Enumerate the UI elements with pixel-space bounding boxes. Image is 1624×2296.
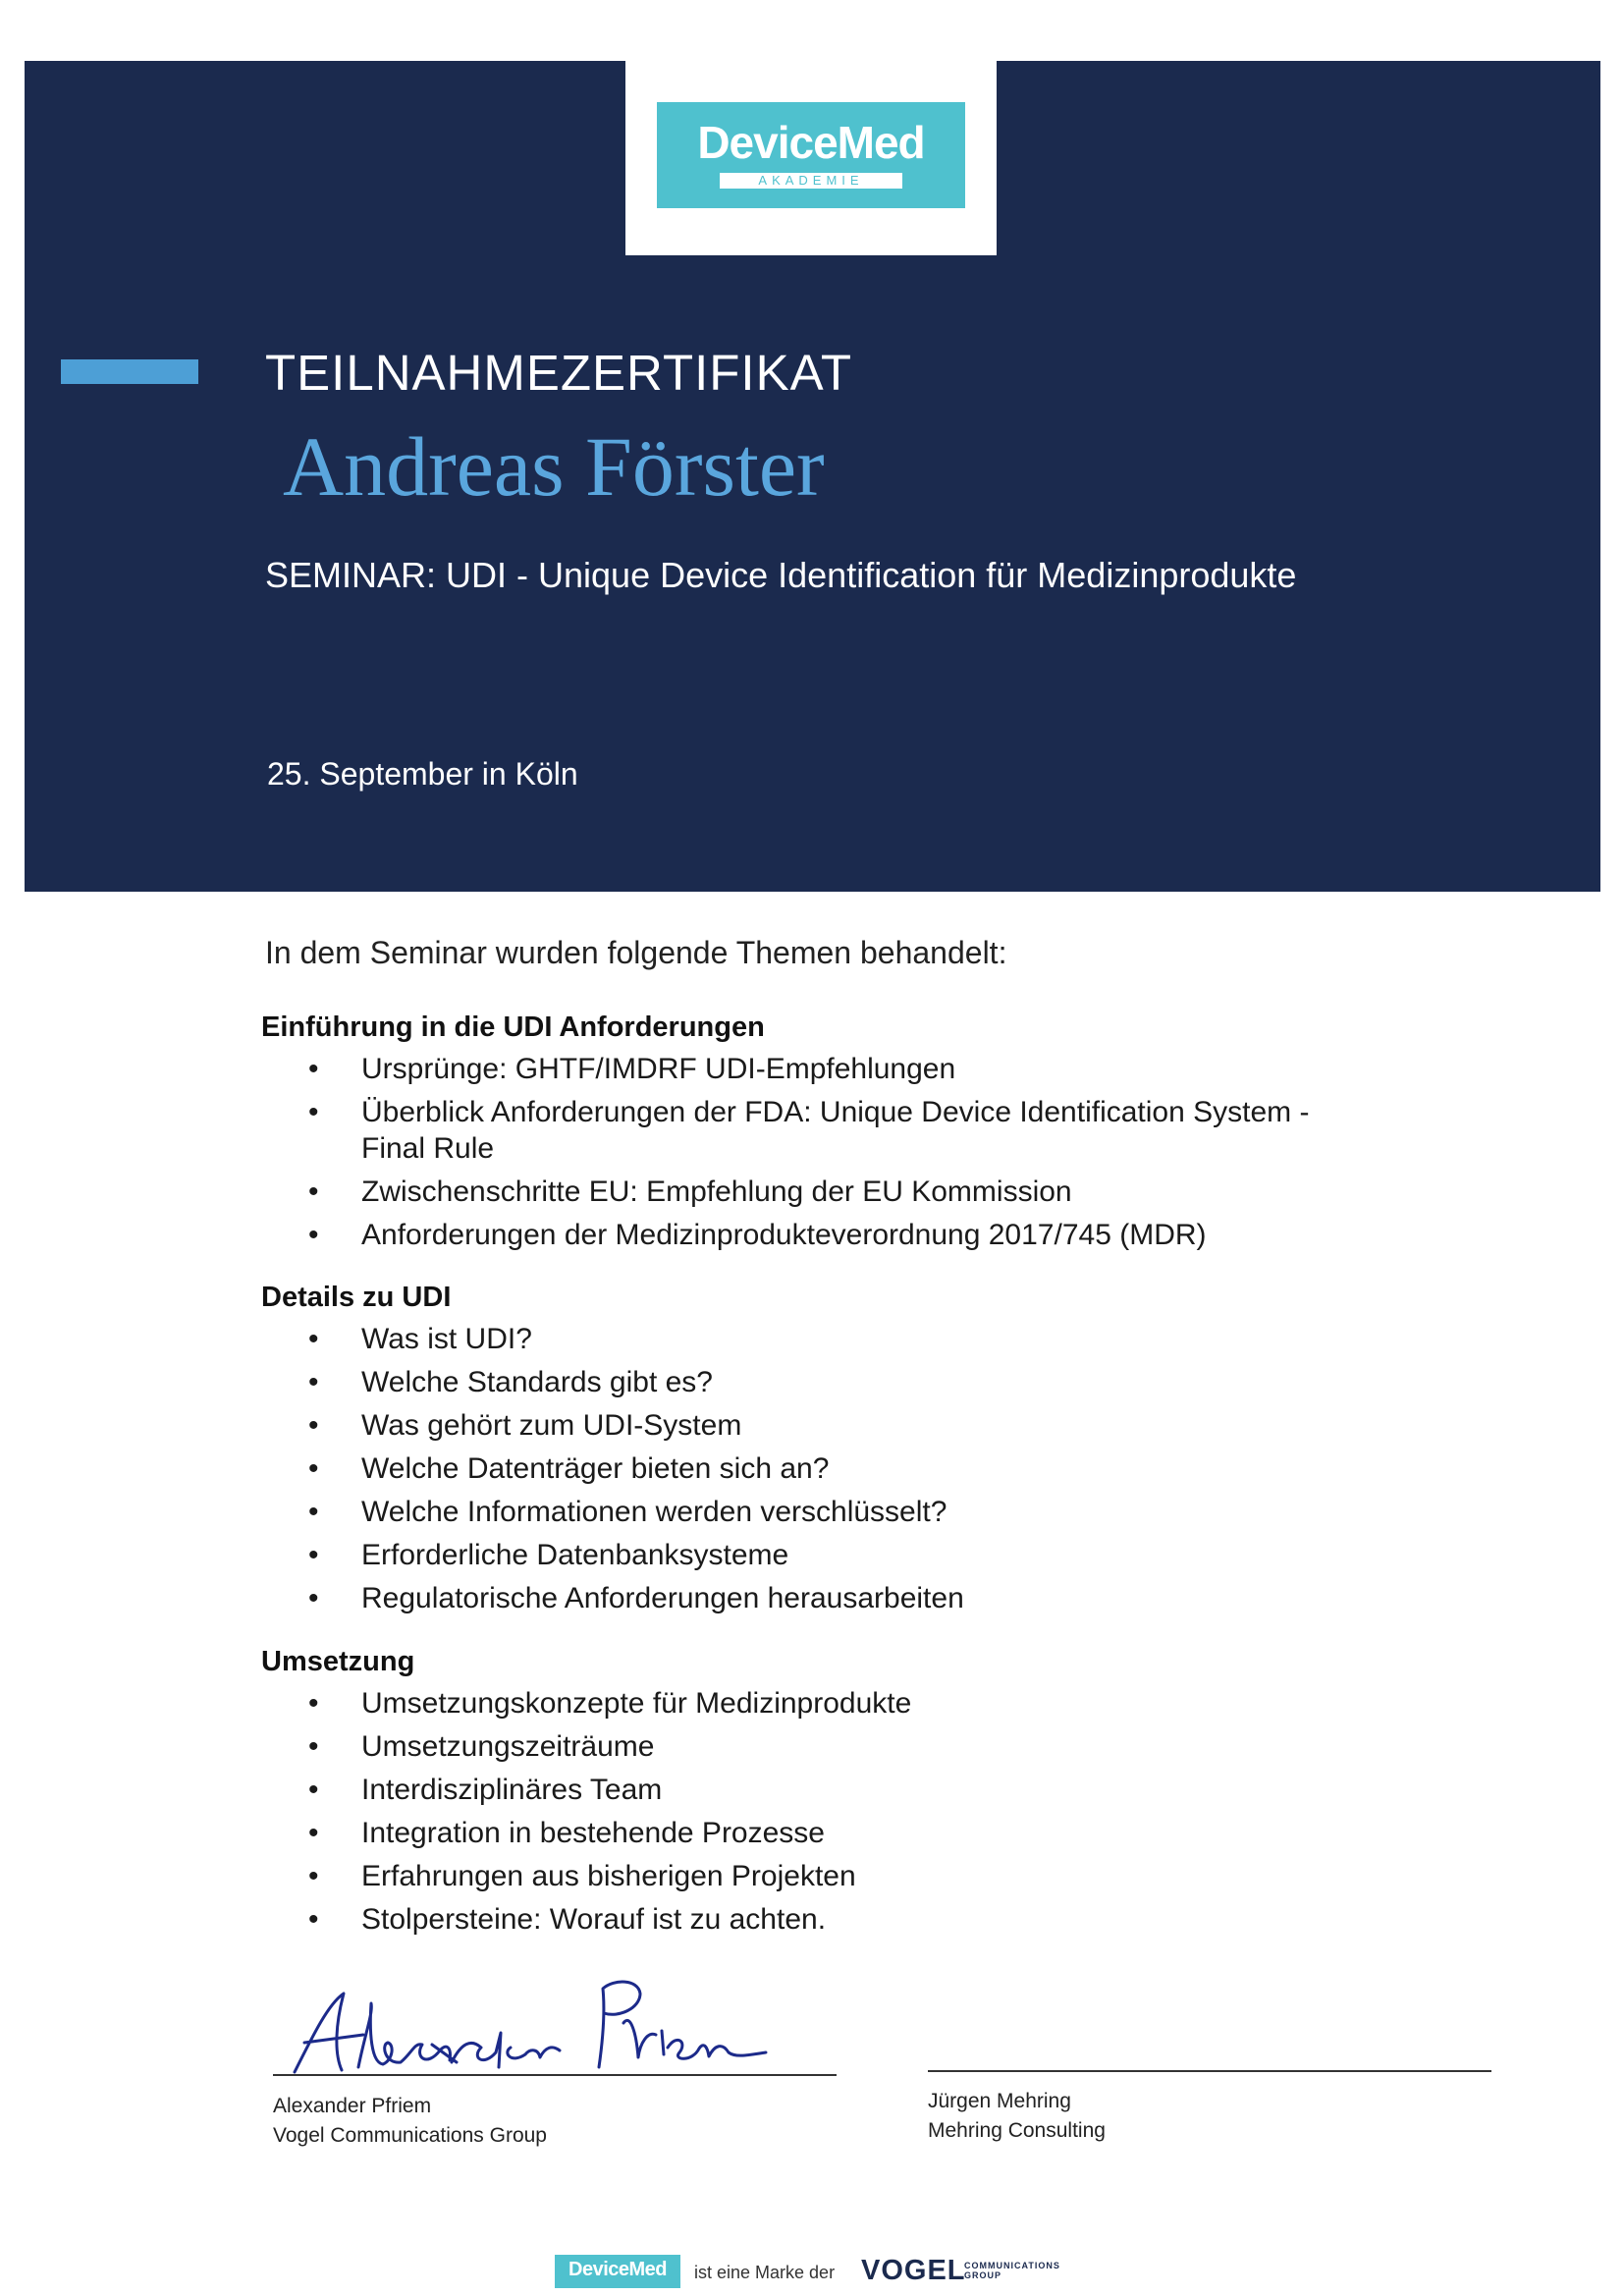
footer-devicemed-logo: DeviceMed [555, 2255, 680, 2288]
list-item: • Anforderungen der Medizinprodukteverordnung 2017/745 (MDR) [261, 1217, 1343, 1253]
topic-section [261, 1282, 1390, 1616]
signature-line [928, 2070, 1491, 2072]
logo-sub-bar [720, 173, 902, 189]
list-item: • Ursprünge: GHTF/IMDRF UDI-Empfehlungen [261, 1051, 1343, 1087]
list-item: • Regulatorische Anforderungen herausarbeiten [261, 1580, 1343, 1616]
group-line: COMMUNICATIONS [964, 2261, 1060, 2270]
topic-list [261, 1685, 1390, 1938]
seminar-title: SEMINAR: UDI - Unique Device Identification für Medizinprodukte [265, 555, 1297, 595]
group-line: GROUP [964, 2270, 1002, 2280]
section-heading: Einführung in die UDI Anforderungen [261, 1011, 765, 1043]
list-item: • Zwischenschritte EU: Empfehlung der EU Kommission [261, 1174, 1343, 1210]
list-item: • Erforderliche Datenbanksysteme [261, 1537, 1343, 1573]
topic-list [261, 1051, 1390, 1253]
section-heading: Details zu UDI [261, 1282, 452, 1313]
participant-name: Andreas Förster [283, 419, 825, 514]
logo-brand: DeviceMed [697, 117, 925, 168]
logo-sub: AKADEMIE [758, 173, 864, 188]
signer-organization: Mehring Consulting [928, 2119, 1106, 2142]
signer-name: Jürgen Mehring [928, 2090, 1071, 2112]
list-item: • Was ist UDI? [261, 1321, 1343, 1357]
list-item: • Interdisziplinäres Team [261, 1772, 1343, 1808]
list-item: • Welche Datenträger bieten sich an? [261, 1450, 1343, 1487]
footer-text: ist eine Marke der [694, 2263, 836, 2282]
vogel-logo: VOGEL [861, 2255, 966, 2286]
topics-intro: In dem Seminar wurden folgende Themen behandelt: [265, 935, 1007, 970]
list-item: • Umsetzungskonzepte für Medizinprodukte [261, 1685, 1343, 1722]
certificate-title: TEILNAHMEZERTIFIKAT [265, 345, 853, 401]
signer-block [928, 2087, 1106, 2146]
handwritten-signature [275, 1974, 805, 2082]
section-heading: Umsetzung [261, 1646, 415, 1677]
list-item: • Welche Standards gibt es? [261, 1364, 1343, 1400]
signer-organization: Vogel Communications Group [273, 2124, 547, 2147]
list-item: • Welche Informationen werden verschlüsselt? [261, 1494, 1343, 1530]
list-item: • Erfahrungen aus bisherigen Projekten [261, 1858, 1343, 1894]
list-item: • Integration in bestehende Prozesse [261, 1815, 1343, 1851]
signer-name: Alexander Pfriem [273, 2095, 432, 2117]
devicemed-logo [625, 61, 997, 255]
signer-block [273, 2092, 547, 2151]
topic-section [261, 1011, 1390, 1253]
topic-list [261, 1321, 1390, 1616]
accent-bar [61, 359, 198, 384]
list-item: • Stolpersteine: Worauf ist zu achten. [261, 1901, 1343, 1938]
vogel-group-label [964, 2261, 1060, 2280]
topic-section [261, 1646, 1390, 1938]
signature-line [273, 2074, 837, 2076]
list-item: • Überblick Anforderungen der FDA: Unique Device Identification System - Final Rule [261, 1094, 1343, 1167]
list-item: • Umsetzungszeiträume [261, 1728, 1343, 1765]
list-item: • Was gehört zum UDI-System [261, 1407, 1343, 1444]
logo-badge [657, 102, 965, 208]
date-location: 25. September in Köln [267, 756, 578, 792]
